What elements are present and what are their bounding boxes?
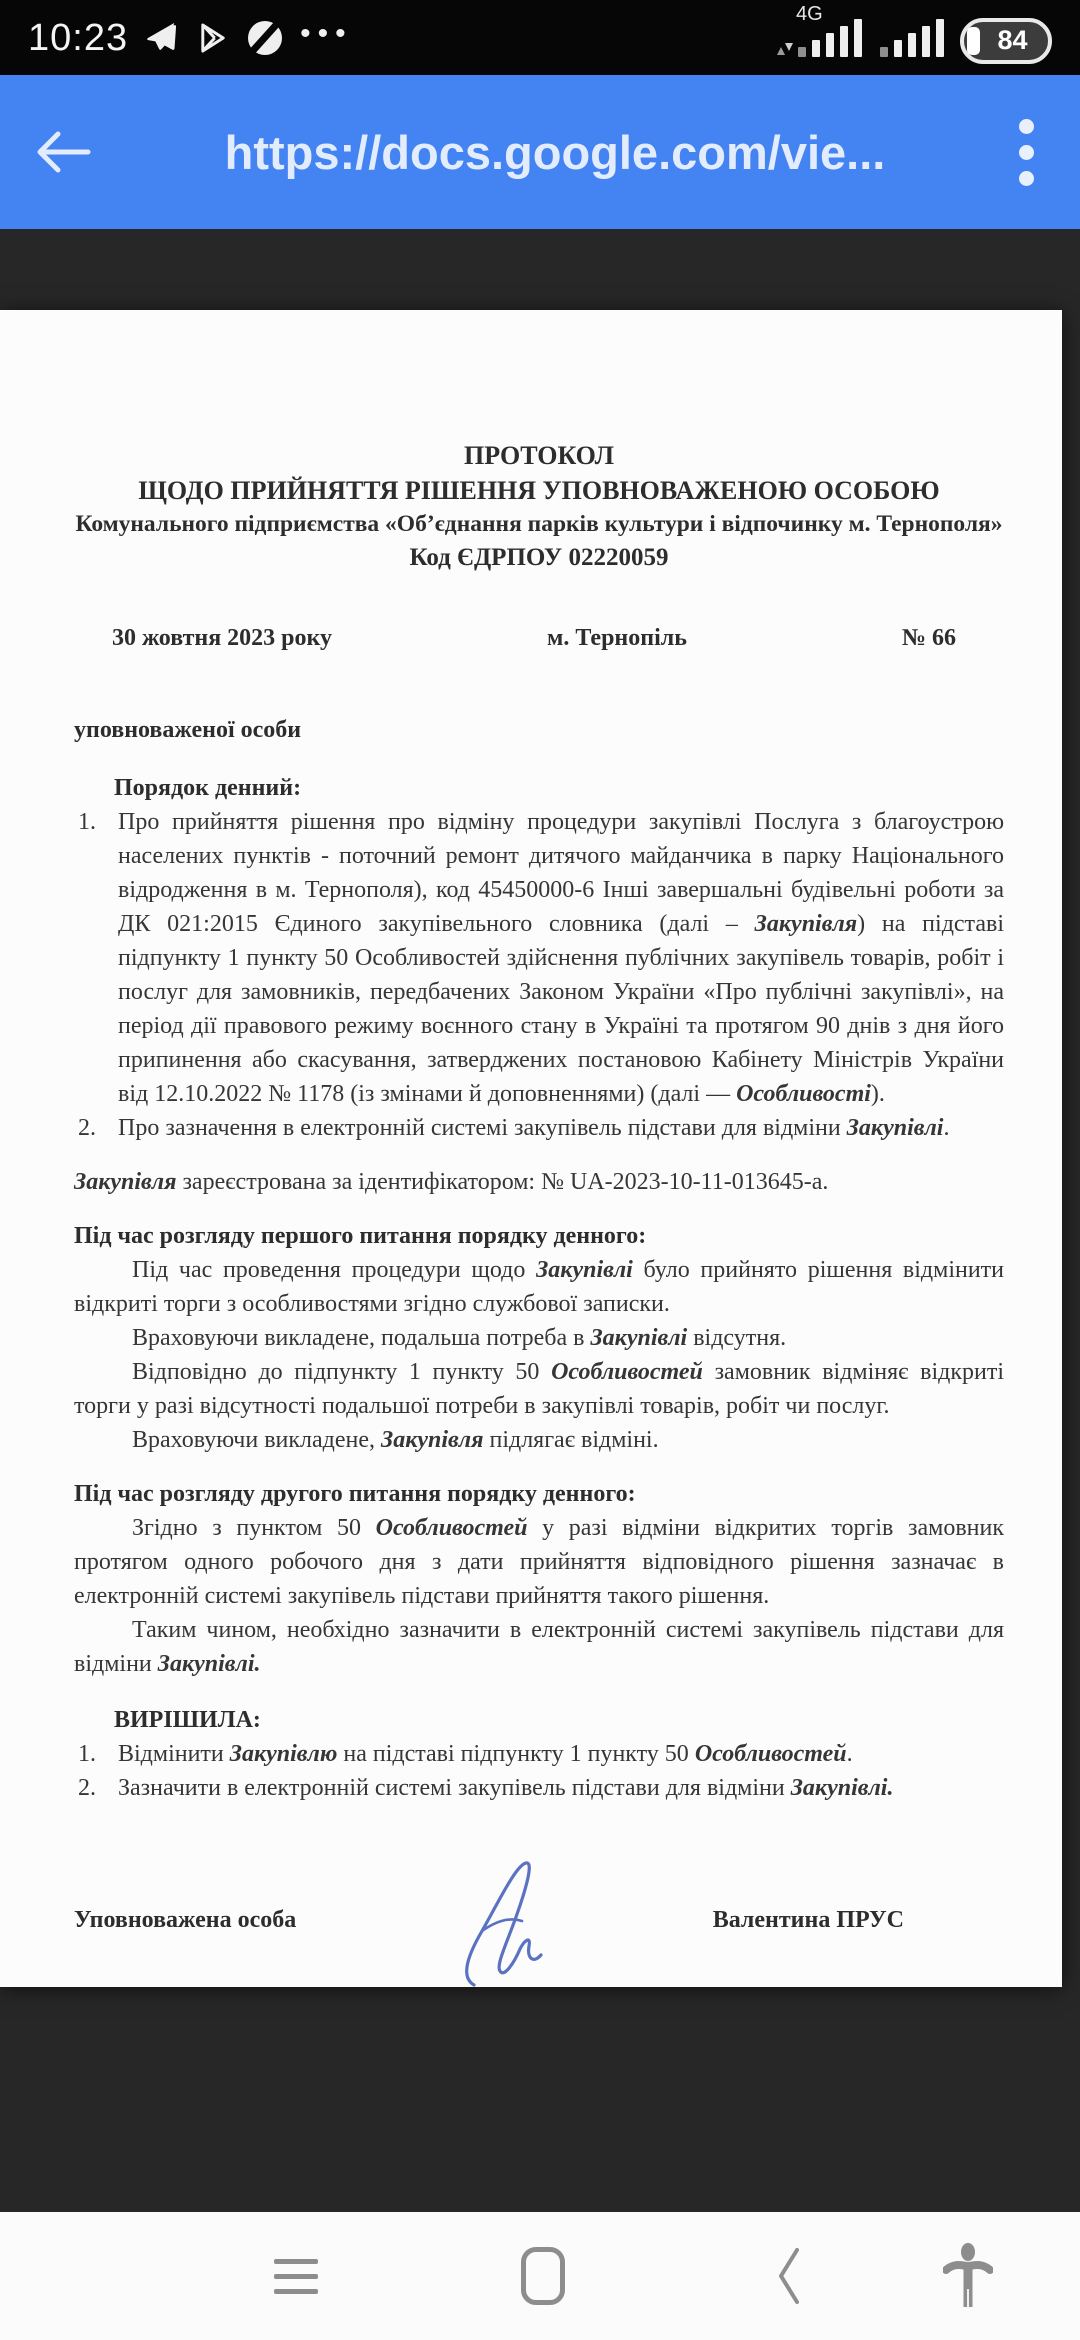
title-line: Комунального підприємства «Об’єднання парків культури і відпочинку м. Тернополя» bbox=[75, 511, 1003, 537]
paragraph: Враховуючи викладене, Закупівля підлягає відміні. bbox=[132, 1427, 659, 1453]
list-number: 1. bbox=[78, 1741, 96, 1767]
kebab-dot bbox=[1019, 171, 1034, 186]
battery-icon bbox=[960, 18, 1052, 64]
kebab-dot bbox=[1019, 119, 1034, 134]
home-icon bbox=[521, 2247, 565, 2305]
network-type-label: 4G bbox=[796, 2, 823, 25]
signal-bars-sim2-icon bbox=[880, 17, 944, 62]
document-number: № 66 bbox=[901, 625, 956, 651]
battery-percent: 84 bbox=[997, 25, 1028, 55]
resolution-heading: ВИРІШИЛА: bbox=[114, 1707, 261, 1733]
title-line: ЩОДО ПРИЙНЯТТЯ РІШЕННЯ УПОВНОВАЖЕНОЮ ОСОБОЮ bbox=[138, 476, 940, 505]
url-field[interactable]: https://docs.google.com/vie... bbox=[224, 125, 886, 179]
list-number: 2. bbox=[78, 1115, 96, 1141]
handwritten-signature-icon bbox=[296, 1851, 712, 1987]
section-heading: Під час розгляду другого питання порядку денного: bbox=[74, 1481, 636, 1507]
recents-icon bbox=[274, 2259, 318, 2294]
agenda-item bbox=[74, 1111, 1004, 1145]
paragraph: Згідно з пунктом 50 Особливостей у разі відміни відкритих торгів замовник протягом одного робочого дня з дати прийняття відповідного рішення зазначає в електронній системі закупівель підстави прийняття такого рішення. bbox=[74, 1515, 1004, 1609]
kebab-dot bbox=[1019, 145, 1034, 160]
system-navigation-bar bbox=[0, 2212, 1080, 2340]
title-line: Код ЄДРПОУ 02220059 bbox=[409, 544, 669, 571]
resolution-item-text: Зазначити в електронній системі закупівель підстави для відміни Закупівлі. bbox=[118, 1775, 894, 1801]
agenda-item-text: Про прийняття рішення про відміну процедури закупівлі Послуга з благоустрою населених пунктів - поточний ремонт дитячого майданчика в парку Національного відродження в м. Тернополя), код 45450000-6 Інші завершальні будівельні роботи за ДК 021:2015 Єдиного закупівельного словника (далі – Закупівля) на підставі підпункту 1 пункту 50 Особливостей здійснення публічних закупівель товарів, робіт і послуг для замовників, передбачених Законом України «Про публічні закупівлі», на період дії правового режиму воєнного стану в Україні та протягом 90 днів з дня його припинення або скасування, затверджених постановою Кабінету Міністрів України від 12.10.2022 № 1178 (із змінами й доповненнями) (далі — Особливості). bbox=[118, 809, 1004, 1107]
recents-button[interactable] bbox=[264, 2212, 328, 2340]
resolution-item bbox=[74, 1771, 1004, 1805]
back-icon bbox=[775, 2244, 801, 2308]
telegram-icon bbox=[144, 20, 180, 56]
status-right-cluster bbox=[776, 2, 1052, 70]
title-line: ПРОТОКОЛ bbox=[464, 441, 614, 470]
data-activity-icon bbox=[776, 42, 794, 61]
back-nav-button[interactable] bbox=[756, 2212, 820, 2340]
moon-circle-icon bbox=[246, 19, 284, 57]
document-title bbox=[74, 438, 1004, 575]
back-arrow-icon bbox=[34, 128, 92, 176]
paragraph: Таким чином, необхідно зазначити в електронній системі закупівель підстави для відміни Закупівлі. bbox=[74, 1617, 1004, 1677]
battery-fill bbox=[967, 27, 980, 55]
paragraph: Враховуючи викладене, подальша потреба в Закупівлі відсутня. bbox=[132, 1325, 787, 1351]
back-button[interactable] bbox=[34, 128, 104, 176]
signal-sim1 bbox=[776, 2, 862, 62]
document-page bbox=[0, 310, 1062, 1987]
section-heading: Під час розгляду першого питання порядку денного: bbox=[74, 1223, 647, 1249]
paragraph: Відповідно до підпункту 1 пункту 50 Особливостей замовник відміняє відкриті торги у разі відсутності подальшої потреби в закупівлі товарів, робіт чи послуг. bbox=[74, 1359, 1004, 1419]
accessibility-icon bbox=[943, 2243, 993, 2309]
notification-overflow-dots: ••• bbox=[300, 16, 353, 50]
agenda-heading: Порядок денний: bbox=[114, 775, 302, 801]
document-date: 30 жовтня 2023 року bbox=[112, 625, 333, 651]
browser-menu-button[interactable] bbox=[1006, 119, 1046, 186]
list-number: 2. bbox=[78, 1775, 96, 1801]
status-left-cluster bbox=[28, 16, 353, 59]
paragraph: Під час проведення процедури щодо Закупівлі було прийнято рішення відмінити відкриті торги з особливостями згідно службової записки. bbox=[74, 1257, 1005, 1317]
signal-sim2 bbox=[878, 22, 944, 62]
resolution-item-text: Відмінити Закупівлю на підставі підпункту 1 пункту 50 Особливостей. bbox=[118, 1741, 853, 1767]
agenda-item-text: Про зазначення в електронній системі закупівель підстави для відміни Закупівлі. bbox=[118, 1115, 950, 1141]
registration-line: Закупівля зареєстрована за ідентифікатором: № UA-2023-10-11-013645-a. bbox=[74, 1169, 829, 1195]
signer-name: Валентина ПРУС bbox=[712, 1907, 904, 1933]
signal-bars-sim1-icon bbox=[798, 17, 862, 62]
accessibility-button[interactable] bbox=[936, 2212, 1000, 2340]
intro-line: уповноваженої особи bbox=[74, 717, 302, 743]
home-button[interactable] bbox=[511, 2212, 575, 2340]
browser-address-bar bbox=[0, 75, 1080, 229]
status-bar bbox=[0, 0, 1080, 75]
clock: 10:23 bbox=[28, 16, 129, 59]
document-meta-row bbox=[74, 621, 1004, 655]
resolution-item bbox=[74, 1737, 1004, 1771]
signature-row bbox=[74, 1851, 1004, 1987]
list-number: 1. bbox=[78, 809, 96, 835]
signer-role: Уповноважена особа bbox=[74, 1907, 297, 1933]
document-viewer-canvas[interactable] bbox=[0, 229, 1080, 2212]
agenda-item bbox=[74, 805, 1004, 1111]
play-store-icon bbox=[196, 21, 230, 55]
document-city: м. Тернопіль bbox=[546, 625, 687, 651]
